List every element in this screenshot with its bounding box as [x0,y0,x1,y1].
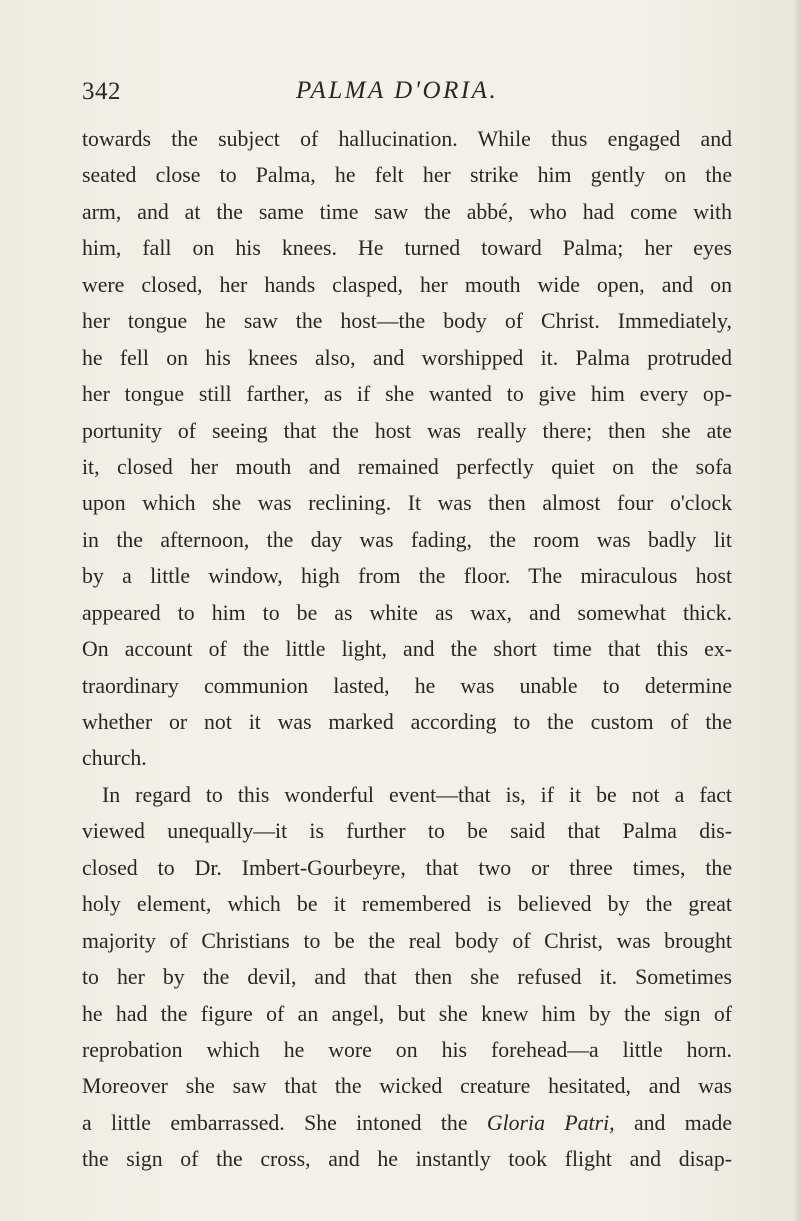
text-line: appeared to him to be as white as wax, and somewhat thick. [82,600,732,625]
text-line: traordinary communion lasted, he was unable to determine [82,673,732,698]
page-header [0,78,801,108]
text-line: to her by the devil, and that then she refused it. Sometimes [82,965,732,990]
text-line: whether or not it was marked according to the custom of the [82,710,732,734]
italic-phrase: Gloria Patri, [486,1110,615,1135]
running-title: PALMA D'ORIA. [296,77,499,104]
text-line: the sign of the cross, and he instantly took flight and disap- [82,1147,732,1172]
text-line: it, closed her mouth and remained perfectly quiet on the sofa [82,454,732,479]
text-segment: a little embarrassed. She intoned the [82,1110,468,1135]
text-line: him, fall on his knees. He turned toward Palma; her eyes [82,236,732,261]
text-line: viewed unequally—it is further to be said that Palma dis- [82,819,732,844]
text-line: by a little window, high from the floor. The miraculous host [82,564,732,589]
text-segment: and made [633,1110,732,1135]
text-line: he fell on his knees also, and worshipped it. Palma protruded [82,345,732,370]
text-line: holy element, which be it remembered is believed by the great [82,892,732,917]
text-line-paragraph-start: In regard to this wonderful event—that is, if it be not a fact [102,782,732,807]
text-line: seated close to Palma, he felt her strike him gently on the [82,163,732,188]
body-text [82,121,732,1178]
text-line-paragraph-end: church. [82,746,147,771]
text-line: portunity of seeing that the host was really there; then she ate [82,418,732,443]
text-line: Moreover she saw that the wicked creature hesitated, and was [82,1074,732,1099]
text-line: her tongue he saw the host—the body of Christ. Immediately, [82,309,732,334]
text-line: towards the subject of hallucination. While thus engaged and [82,127,732,151]
text-line: her tongue still farther, as if she wanted to give him every op- [82,382,732,407]
page-edge-shadow [793,0,801,1221]
text-line: On account of the little light, and the short time that this ex- [82,637,732,662]
text-line-with-italic [82,1105,732,1141]
text-line: in the afternoon, the day was fading, the room was badly lit [82,527,732,552]
text-line: he had the figure of an angel, but she knew him by the sign of [82,1001,732,1026]
page-number: 342 [82,78,121,105]
text-line: reprobation which he wore on his forehead—a little horn. [82,1037,732,1062]
text-line: majority of Christians to be the real body of Christ, was brought [82,928,732,953]
text-line: closed to Dr. Imbert-Gourbeyre, that two or three times, the [82,855,732,880]
text-line: upon which she was reclining. It was then almost four o'clock [82,491,732,516]
text-line: arm, and at the same time saw the abbé, who had come with [82,199,732,224]
text-line: were closed, her hands clasped, her mouth wide open, and on [82,272,732,297]
